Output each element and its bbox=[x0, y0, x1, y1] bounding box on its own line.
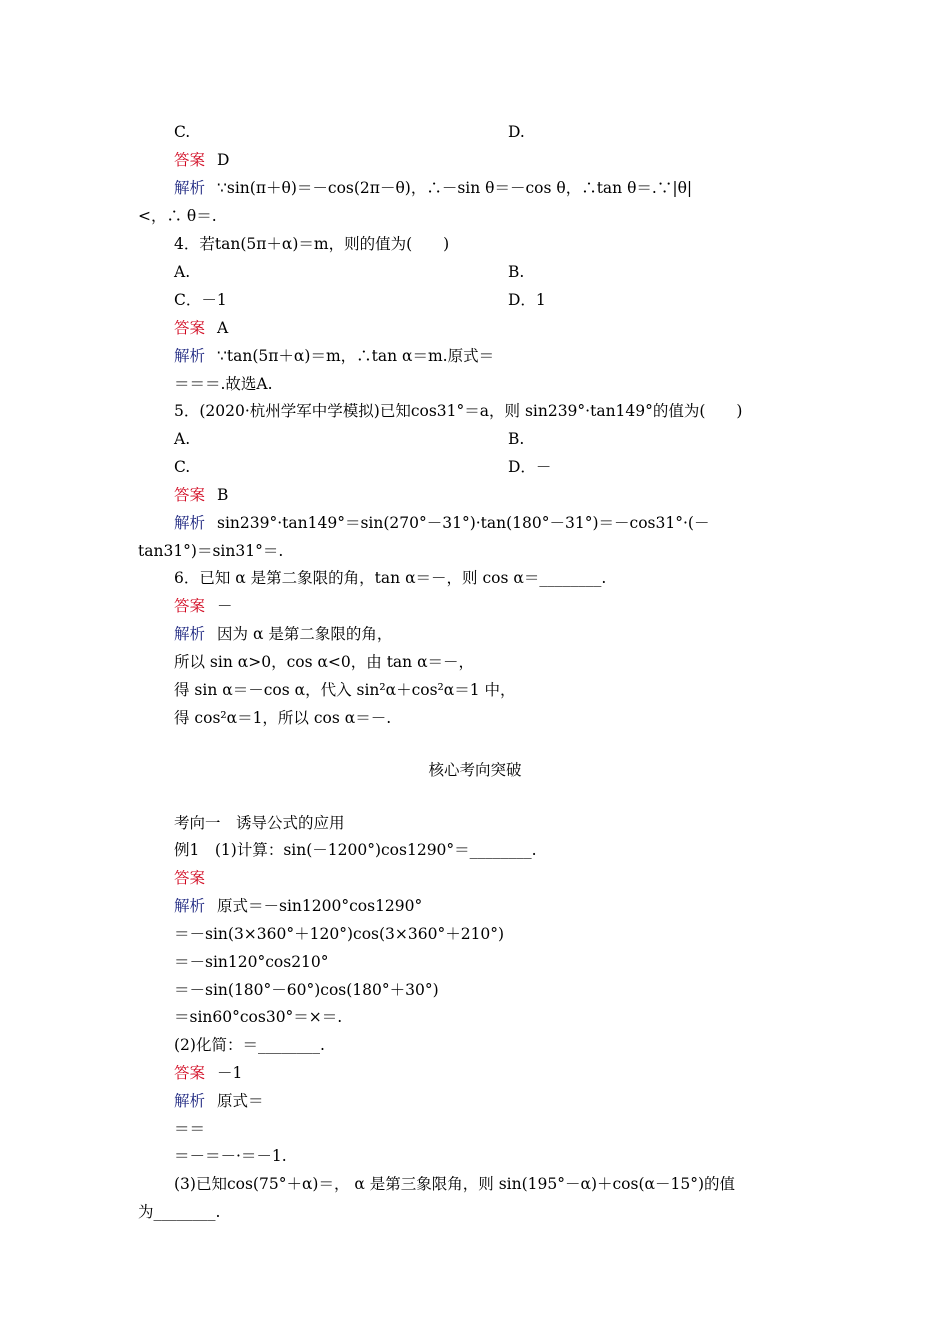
example-1-analysis-text: 原式＝－sin1200°cos1290° bbox=[217, 897, 423, 915]
q6-analysis-line-3: 得 sin α＝－cos α，代入 sin²α＋cos²α＝1 中， bbox=[174, 681, 516, 699]
q5-stem: 5．(2020·杭州学军中学模拟)已知cos31°＝a，则 sin239°·tan149°的值为( ) bbox=[174, 402, 743, 420]
q6-analysis-line-4: 得 cos²α＝1，所以 cos α＝－. bbox=[174, 709, 392, 727]
section-heading: 核心考向突破 bbox=[428, 761, 522, 779]
answer-label: 答案 bbox=[174, 1064, 206, 1082]
q4-answer: A bbox=[217, 319, 229, 337]
topic-title: 考向一 诱导公式的应用 bbox=[174, 814, 345, 832]
example-2-analysis-text: 原式＝ bbox=[217, 1092, 264, 1110]
example-3-stem: (3)已知cos(75°＋α)＝， α 是第三象限角，则 sin(195°－α)＋cos(α－15°)的值 bbox=[174, 1175, 735, 1193]
answer-label: 答案 bbox=[174, 151, 206, 169]
answer-label: 答案 bbox=[174, 597, 206, 615]
q5-answer-row bbox=[174, 485, 228, 505]
q6-analysis-row bbox=[174, 624, 392, 644]
q3-option-d: D. bbox=[508, 123, 525, 141]
analysis-label: 解析 bbox=[174, 625, 206, 643]
q3-option-c: C. bbox=[174, 123, 191, 141]
example-2-answer-row bbox=[174, 1063, 242, 1083]
q5-option-c: C. bbox=[174, 458, 191, 476]
q6-analysis-text: 因为 α 是第二象限的角， bbox=[217, 625, 393, 643]
example-2-step-2: ＝＝ bbox=[174, 1120, 206, 1138]
q4-option-c: C．－1 bbox=[174, 291, 227, 309]
example-1-step-2: ＝－sin(3×360°＋120°)cos(3×360°＋210°) bbox=[174, 925, 505, 943]
q3-analysis-row bbox=[174, 178, 692, 198]
analysis-label: 解析 bbox=[174, 179, 206, 197]
q6-analysis-line-2: 所以 sin α>0，cos α<0，由 tan α＝－， bbox=[174, 653, 475, 671]
q5-analysis-continued: tan31°)＝sin31°＝. bbox=[138, 542, 284, 560]
q4-option-b: B. bbox=[508, 263, 525, 281]
answer-label: 答案 bbox=[174, 486, 206, 504]
example-1-answer-row bbox=[174, 868, 205, 888]
q3-answer-row bbox=[174, 150, 229, 170]
q6-stem: 6．已知 α 是第二象限的角，tan α＝－，则 cos α＝________. bbox=[174, 569, 607, 587]
answer-label: 答案 bbox=[174, 869, 206, 887]
q4-analysis-row bbox=[174, 346, 494, 366]
analysis-label: 解析 bbox=[174, 1092, 206, 1110]
example-1-analysis-row bbox=[174, 896, 422, 916]
analysis-label: 解析 bbox=[174, 897, 206, 915]
example-3-stem-continued: 为________. bbox=[138, 1203, 221, 1221]
example-1-step-3: ＝－sin120°cos210° bbox=[174, 953, 329, 971]
q5-option-d: D．－ bbox=[508, 458, 552, 476]
example-2-answer: －1 bbox=[217, 1064, 243, 1082]
q4-option-d: D．1 bbox=[508, 291, 546, 309]
q5-option-a: A. bbox=[174, 430, 191, 448]
q5-analysis-text: sin239°·tan149°＝sin(270°－31°)·tan(180°－31°)＝－cos31°·(－ bbox=[217, 514, 710, 532]
q3-analysis-continued: <，∴ θ＝. bbox=[138, 207, 217, 225]
example-1-step-4: ＝－sin(180°－60°)cos(180°＋30°) bbox=[174, 981, 439, 999]
q5-answer: B bbox=[217, 486, 229, 504]
q6-answer: － bbox=[217, 597, 233, 615]
q4-answer-row bbox=[174, 318, 228, 338]
analysis-label: 解析 bbox=[174, 514, 206, 532]
q4-stem: 4．若tan(5π＋α)＝m，则的值为( ) bbox=[174, 235, 450, 253]
example-2-stem: (2)化简：＝________. bbox=[174, 1036, 325, 1054]
answer-label: 答案 bbox=[174, 319, 206, 337]
q5-analysis-row bbox=[174, 513, 709, 533]
example-2-step-3: ＝－＝－·＝－1. bbox=[174, 1147, 287, 1165]
q3-analysis-text: ∵sin(π＋θ)＝－cos(2π－θ)，∴－sin θ＝－cos θ，∴tan θ＝.∵|θ| bbox=[217, 179, 693, 197]
q5-option-b: B. bbox=[508, 430, 525, 448]
q3-answer: D bbox=[217, 151, 230, 169]
example-2-analysis-row bbox=[174, 1091, 264, 1111]
analysis-label: 解析 bbox=[174, 347, 206, 365]
q4-analysis-continued: ＝＝＝.故选A. bbox=[174, 375, 273, 393]
q4-analysis-text: ∵tan(5π＋α)＝m，∴tan α＝m.原式＝ bbox=[217, 347, 495, 365]
q6-answer-row bbox=[174, 596, 233, 616]
q4-option-a: A. bbox=[174, 263, 191, 281]
example-1-step-5: ＝sin60°cos30°＝×＝. bbox=[174, 1008, 343, 1026]
example-1-stem: 例1 (1)计算：sin(－1200°)cos1290°＝________. bbox=[174, 841, 537, 859]
